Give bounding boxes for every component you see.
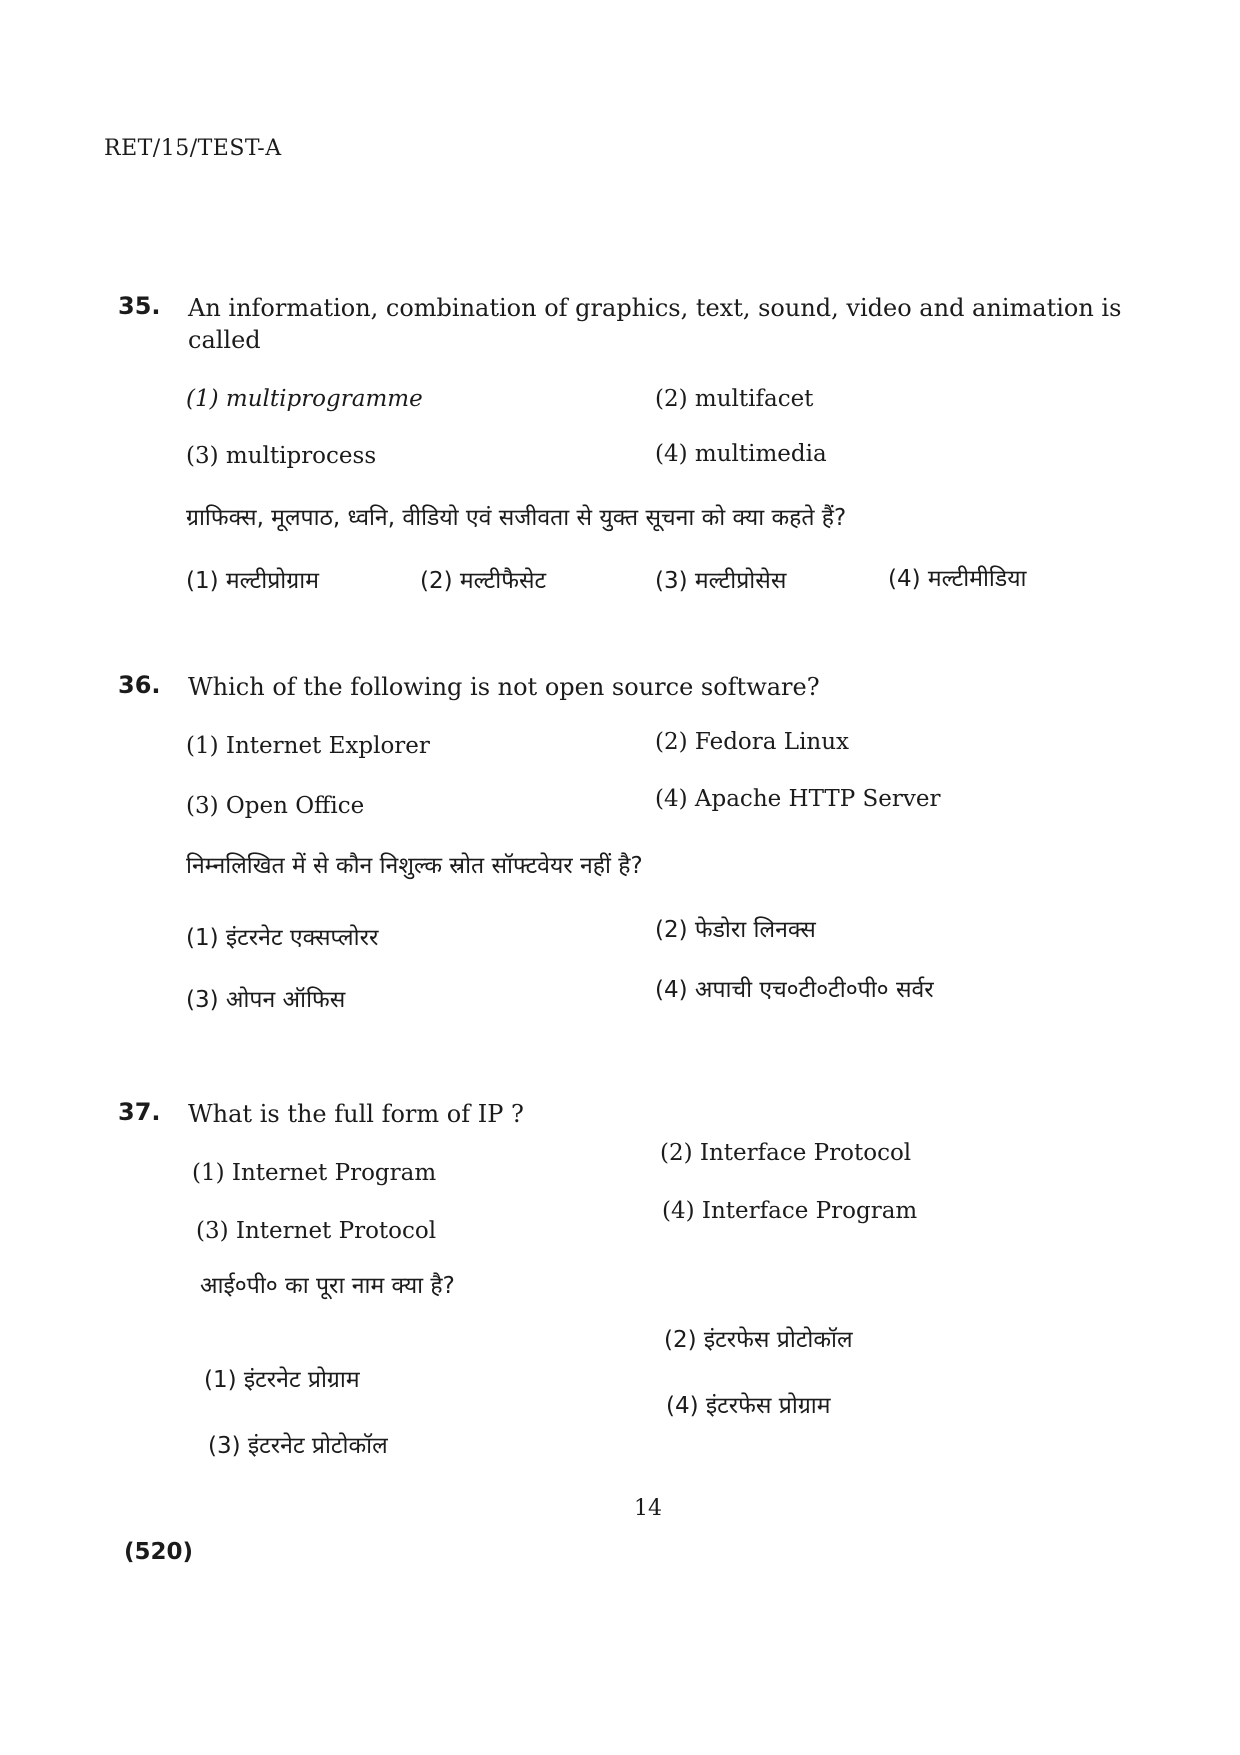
question-number: 36. — [118, 671, 161, 699]
option-4: (4) Apache HTTP Server — [655, 786, 941, 812]
paper-code-header: RET/15/TEST-A — [104, 136, 282, 161]
hindi-question-text: आई०पी० का पूरा नाम क्या है? — [200, 1273, 455, 1299]
option-3: (3) Internet Protocol — [196, 1218, 437, 1244]
option-1: (1) Internet Explorer — [186, 733, 430, 759]
page-number: 14 — [634, 1496, 662, 1521]
hindi-question-text: ग्राफिक्स, मूलपाठ, ध्वनि, वीडियो एवं सजीवता से युक्त सूचना को क्या कहते हैं? — [186, 505, 847, 531]
hindi-option-1: (1) इंटरनेट एक्सप्लोरर — [186, 925, 379, 951]
hindi-option-3: (3) इंटरनेट प्रोटोकॉल — [208, 1433, 388, 1459]
option-2: (2) Interface Protocol — [660, 1140, 912, 1166]
option-1: (1) multiprogramme — [186, 386, 423, 412]
option-2: (2) Fedora Linux — [655, 729, 850, 755]
option-4: (4) Interface Program — [662, 1198, 918, 1224]
hindi-option-2: (2) इंटरफेस प्रोटोकॉल — [664, 1327, 853, 1353]
option-2: (2) multifacet — [655, 386, 814, 412]
question-number: 35. — [118, 292, 161, 320]
hindi-option-4: (4) इंटरफेस प्रोग्राम — [666, 1393, 831, 1419]
question-text: Which of the following is not open source software? — [188, 673, 820, 701]
option-4: (4) multimedia — [655, 441, 827, 467]
hindi-option-2: (2) मल्टीफैसेट — [420, 568, 547, 594]
question-number: 37. — [118, 1098, 161, 1126]
hindi-option-4: (4) अपाची एच०टी०टी०पी० सर्वर — [655, 977, 934, 1003]
paper-serial-code: (520) — [124, 1539, 194, 1565]
question-text: What is the full form of IP ? — [188, 1100, 524, 1128]
hindi-question-text: निम्नलिखित में से कौन निशुल्क स्रोत सॉफ्टवेयर नहीं है? — [186, 853, 643, 879]
hindi-option-1: (1) इंटरनेट प्रोग्राम — [204, 1367, 360, 1393]
option-3: (3) Open Office — [186, 793, 365, 819]
hindi-option-3: (3) ओपन ऑफिस — [186, 987, 346, 1013]
hindi-option-4: (4) मल्टीमीडिया — [888, 566, 1027, 592]
question-text: An information, combination of graphics, text, sound, video and animation is called — [188, 294, 1122, 354]
hindi-option-2: (2) फेडोरा लिनक्स — [655, 917, 816, 943]
hindi-option-3: (3) मल्टीप्रोसेस — [655, 568, 787, 594]
hindi-option-1: (1) मल्टीप्रोग्राम — [186, 568, 319, 594]
option-1: (1) Internet Program — [192, 1160, 437, 1186]
option-3: (3) multiprocess — [186, 443, 377, 469]
